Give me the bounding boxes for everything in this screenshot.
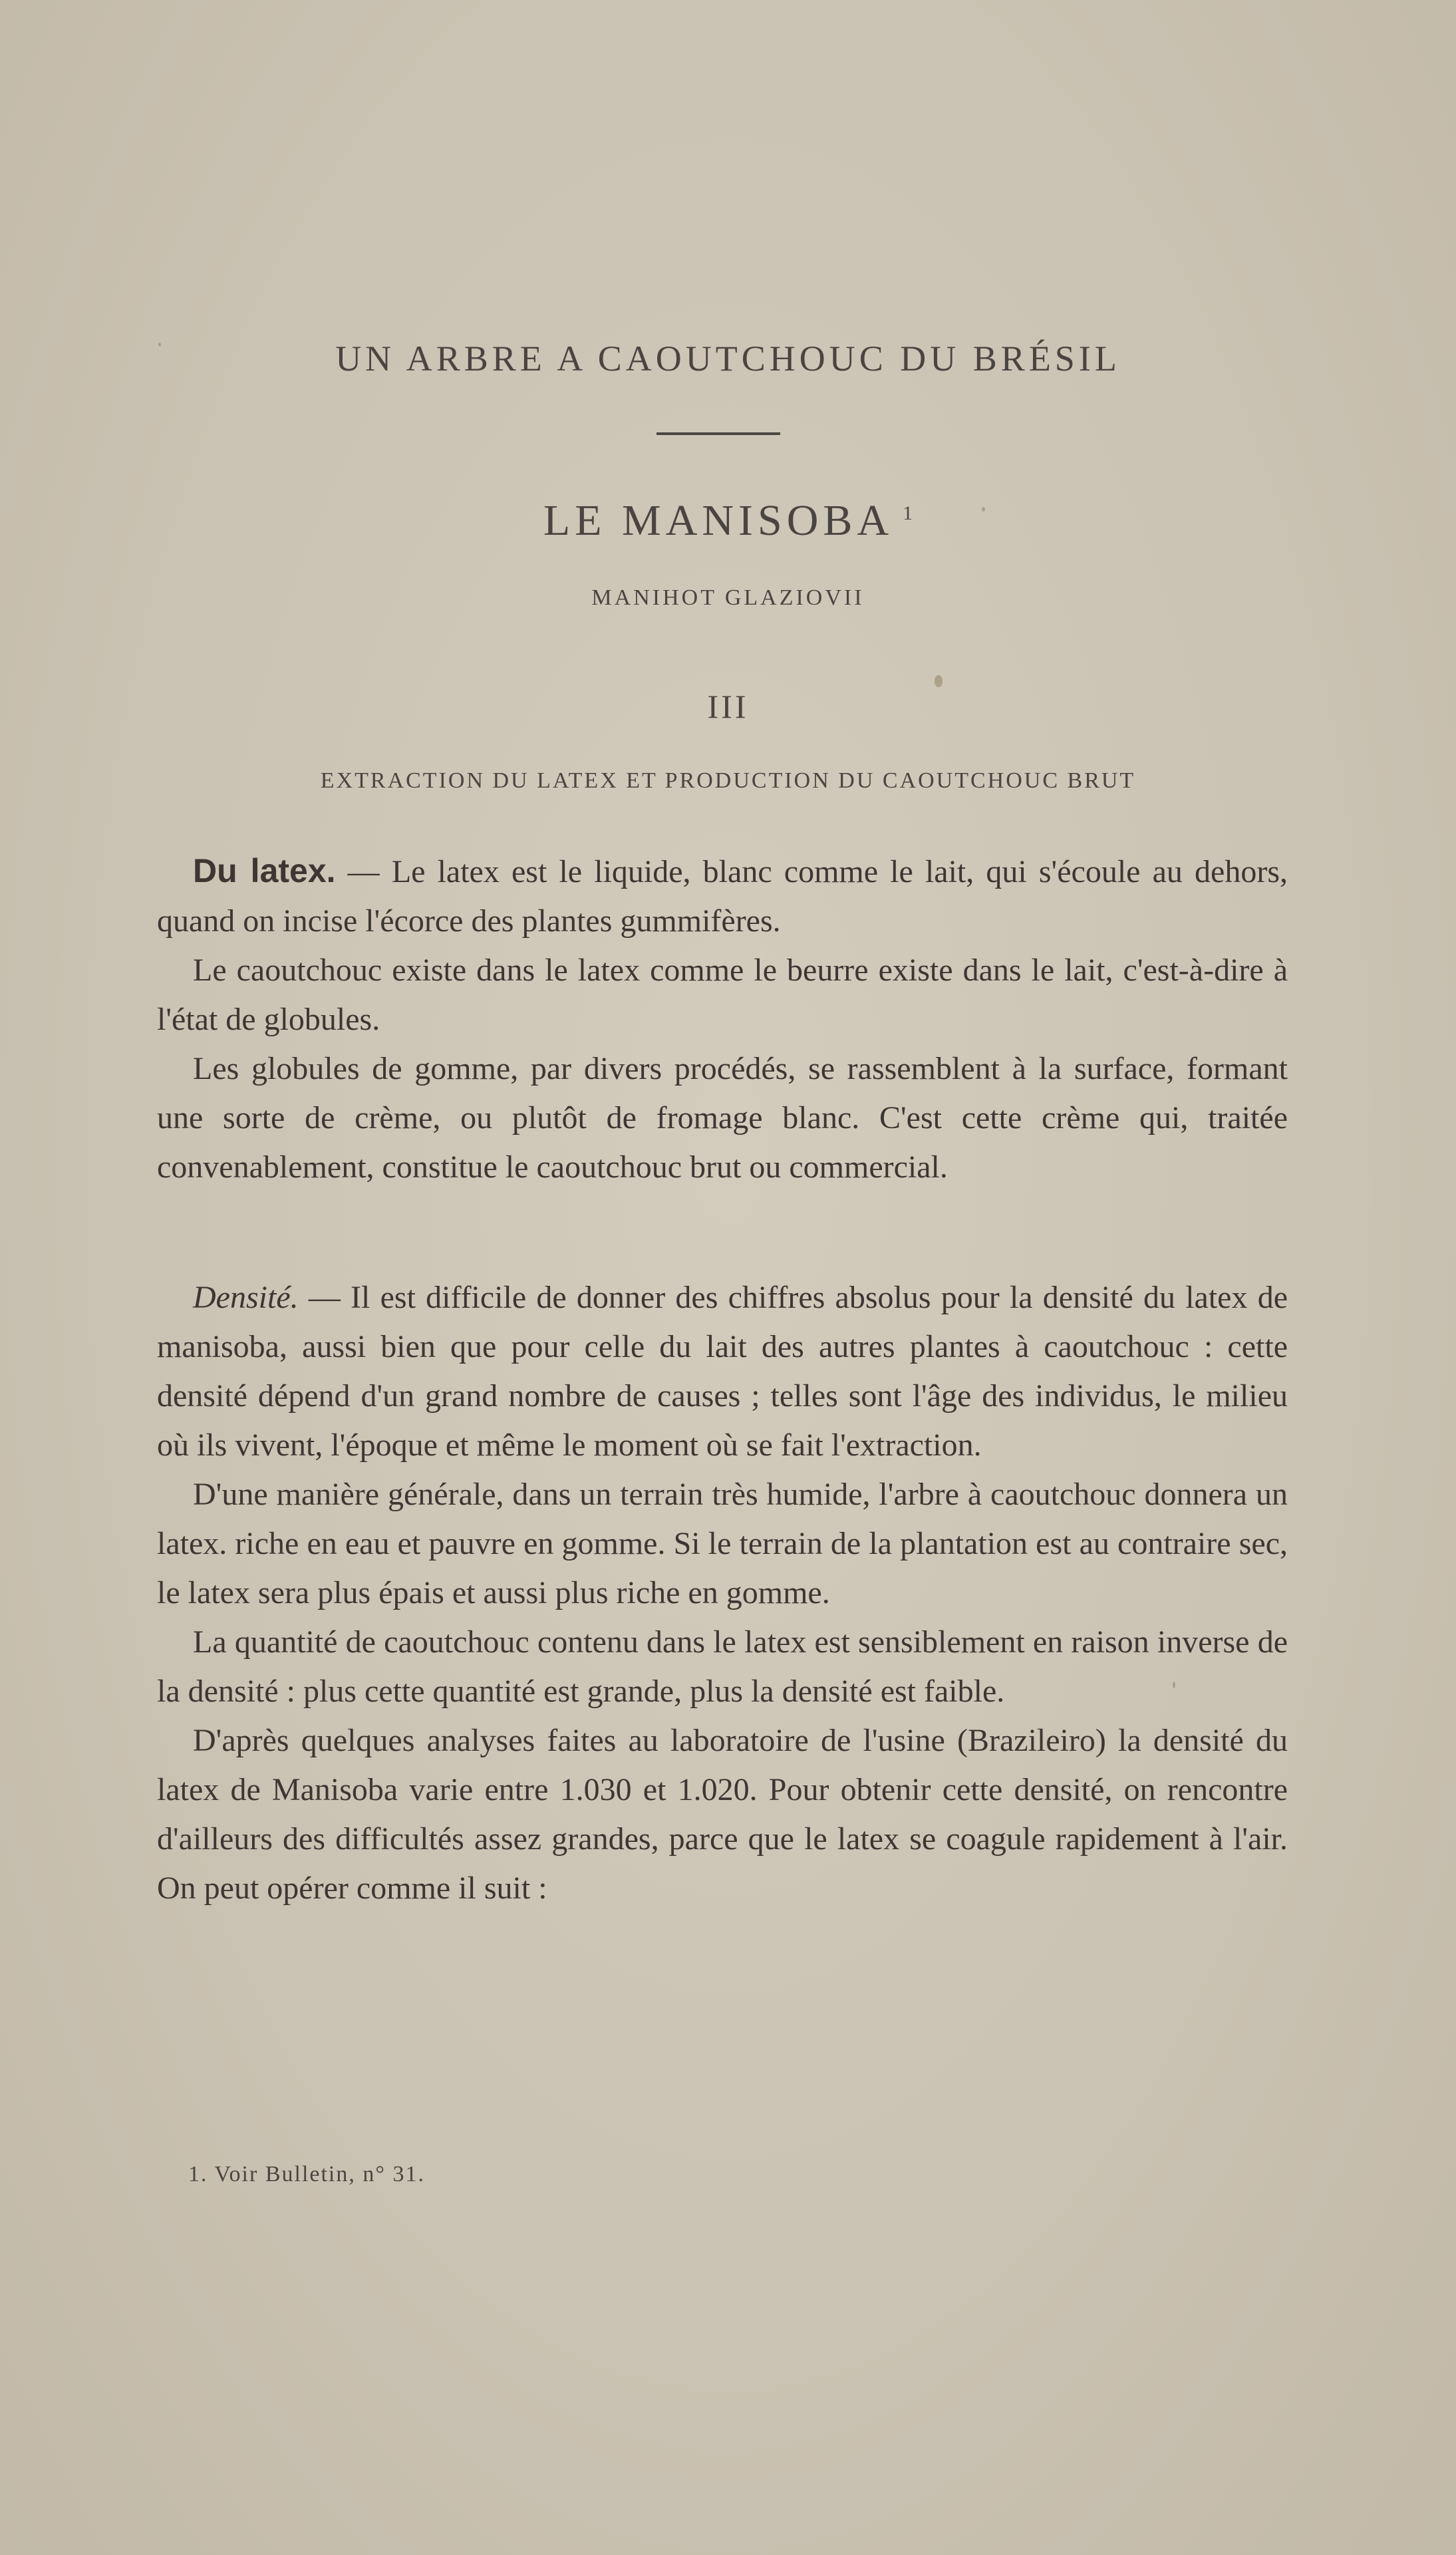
body-text-group-1 <box>157 846 1288 1192</box>
running-title: UN ARBRE A CAOUTCHOUC DU BRÉSIL <box>335 339 1121 378</box>
paragraph-lead: Densité. <box>193 1280 299 1315</box>
paragraph-lead: Du latex. <box>193 852 336 889</box>
paragraph <box>157 1716 1288 1913</box>
paper-speck <box>982 507 985 512</box>
paragraph-text: D'une manière générale, dans un terrain très humide, l'arbre à caoutchouc donnera un latex. riche en eau et pauvre en gomme. Si le terrain de la plantation est au contraire sec, le latex sera plus épais et aussi plus riche en gomme. <box>157 1477 1288 1610</box>
main-title-text: LE MANISOBA <box>543 496 894 545</box>
body-text-group-2 <box>157 1273 1288 1913</box>
paragraph <box>157 846 1288 946</box>
subtitle: MANIHOT GLAZIOVII <box>591 585 865 610</box>
part-number: III <box>707 688 749 725</box>
paragraph <box>157 1044 1288 1192</box>
paragraph-text: Les globules de gomme, par divers procédés, se rassemblent à la surface, formant une sorte de crème, ou plutôt de fromage blanc. C'est cette crème qui, traitée convenablement, constitue le caoutchouc brut ou commercial. <box>157 1051 1288 1185</box>
paragraph-text: La quantité de caoutchouc contenu dans le latex est sensiblement en raison inverse de la densité : plus cette quantité est grande, plus la densité est faible. <box>157 1624 1288 1709</box>
footnote-reference: 1 <box>903 502 913 524</box>
paragraph <box>157 1470 1288 1618</box>
paragraph <box>157 946 1288 1044</box>
section-heading: EXTRACTION DU LATEX ET PRODUCTION DU CAOUTCHOUC BRUT <box>320 768 1136 793</box>
footnote: 1. Voir Bulletin, n° 31. <box>188 2162 425 2186</box>
paragraph-text: — Le latex est le liquide, blanc comme le lait, qui s'écoule au dehors, quand on incise l'écorce des plantes gummifères. <box>157 854 1288 939</box>
paragraph-text: D'après quelques analyses faites au laboratoire de l'usine (Brazileiro) la densité du latex de Manisoba varie entre 1.030 et 1.020. Pour obtenir cette densité, on rencontre d'ailleurs des difficultés assez grandes, parce que le latex se coagule rapidement à l'air. On peut opérer comme il suit : <box>157 1723 1288 1906</box>
paragraph <box>157 1618 1288 1716</box>
paper-speck <box>935 675 943 687</box>
main-title <box>0 496 1456 546</box>
paragraph <box>157 1273 1288 1470</box>
paragraph-text: — Il est difficile de donner des chiffres absolus pour la densité du latex de manisoba, aussi bien que pour celle du lait des autres plantes à caoutchouc : cette densité dépend d'un grand nombre de causes ; telles sont l'âge des individus, le milieu où ils vivent, l'époque et même le moment où se fait l'extraction. <box>157 1280 1288 1463</box>
paragraph-text: Le caoutchouc existe dans le latex comme le beurre existe dans le lait, c'est-à-dire à l'état de globules. <box>157 953 1288 1037</box>
title-divider-rule <box>656 432 780 435</box>
paper-speck <box>1173 1682 1175 1688</box>
paper-speck <box>158 343 161 347</box>
